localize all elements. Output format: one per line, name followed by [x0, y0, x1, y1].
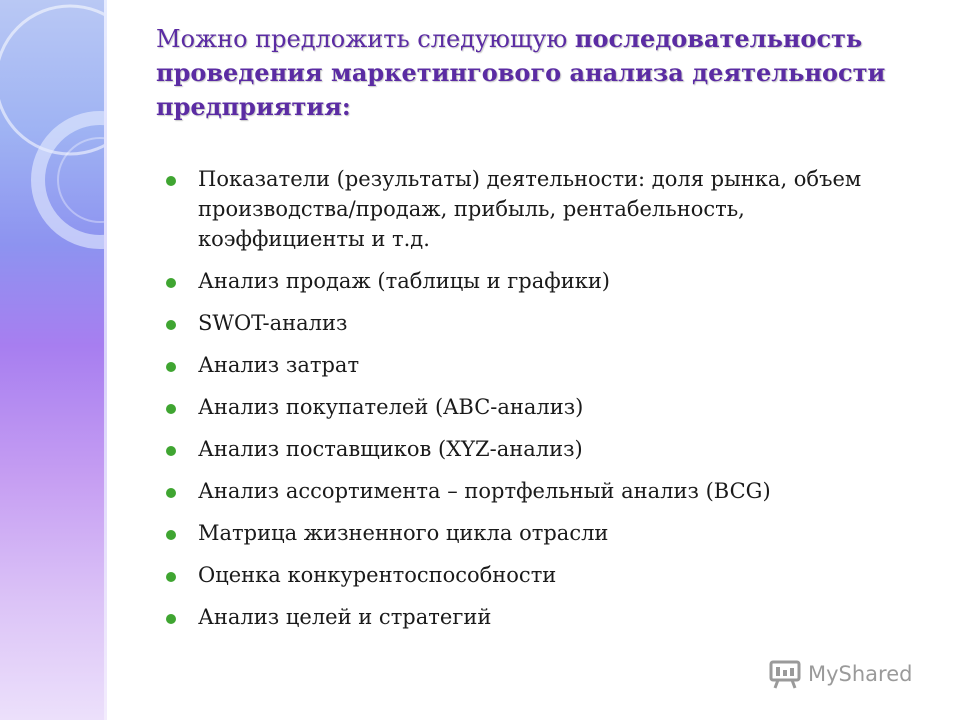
title-bold: последовательность проведения маркетингового анализа деятельности предприятия:: [156, 24, 886, 121]
bullet-item: [160, 602, 900, 632]
bullet-dot-icon: [166, 446, 176, 456]
bullet-text: Анализ целей и стратегий: [198, 605, 492, 629]
slide-title: [156, 22, 916, 124]
decor-circles: [0, 0, 106, 720]
bullet-dot-icon: [166, 176, 176, 186]
side-band-edge: [104, 0, 107, 720]
bullet-list: [160, 164, 900, 644]
decor-ring: [38, 118, 106, 242]
bullet-text: Анализ поставщиков (XYZ-анализ): [198, 437, 583, 461]
bullet-text: SWOT-анализ: [198, 311, 348, 335]
bullet-item: [160, 266, 900, 296]
bullet-text: Анализ продаж (таблицы и графики): [198, 269, 611, 293]
bullet-item: [160, 518, 900, 548]
title-regular: Можно предложить следующую: [156, 25, 575, 53]
bullet-dot-icon: [166, 320, 176, 330]
side-decor-band: [0, 0, 106, 720]
bullet-item: [160, 434, 900, 464]
bullet-dot-icon: [166, 488, 176, 498]
presentation-board-icon: [768, 659, 802, 689]
bullet-text: Матрица жизненного цикла отрасли: [198, 521, 609, 545]
decor-circle-inner: [58, 138, 106, 222]
bullet-item: [160, 560, 900, 590]
bullet-text: Анализ затрат: [198, 353, 360, 377]
bullet-item: [160, 164, 900, 254]
bullet-text: Показатели (результаты) деятельности: доля рынка, объем производства/продаж, прибыль, рентабельность, коэффициенты и т.д.: [198, 167, 862, 251]
bullet-dot-icon: [166, 404, 176, 414]
bullet-dot-icon: [166, 278, 176, 288]
watermark-text: MyShared: [808, 662, 913, 686]
bullet-dot-icon: [166, 362, 176, 372]
bullet-text: Анализ покупателей (ABC-анализ): [198, 395, 584, 419]
bullet-text: Оценка конкурентоспособности: [198, 563, 557, 587]
bullet-dot-icon: [166, 614, 176, 624]
bullet-dot-icon: [166, 530, 176, 540]
bullet-dot-icon: [166, 572, 176, 582]
bullet-item: [160, 308, 900, 338]
bullet-item: [160, 392, 900, 422]
bullet-item: [160, 476, 900, 506]
bullet-item: [160, 350, 900, 380]
bullet-text: Анализ ассортимента – портфельный анализ (BCG): [198, 479, 771, 503]
watermark-logo: [768, 658, 912, 690]
